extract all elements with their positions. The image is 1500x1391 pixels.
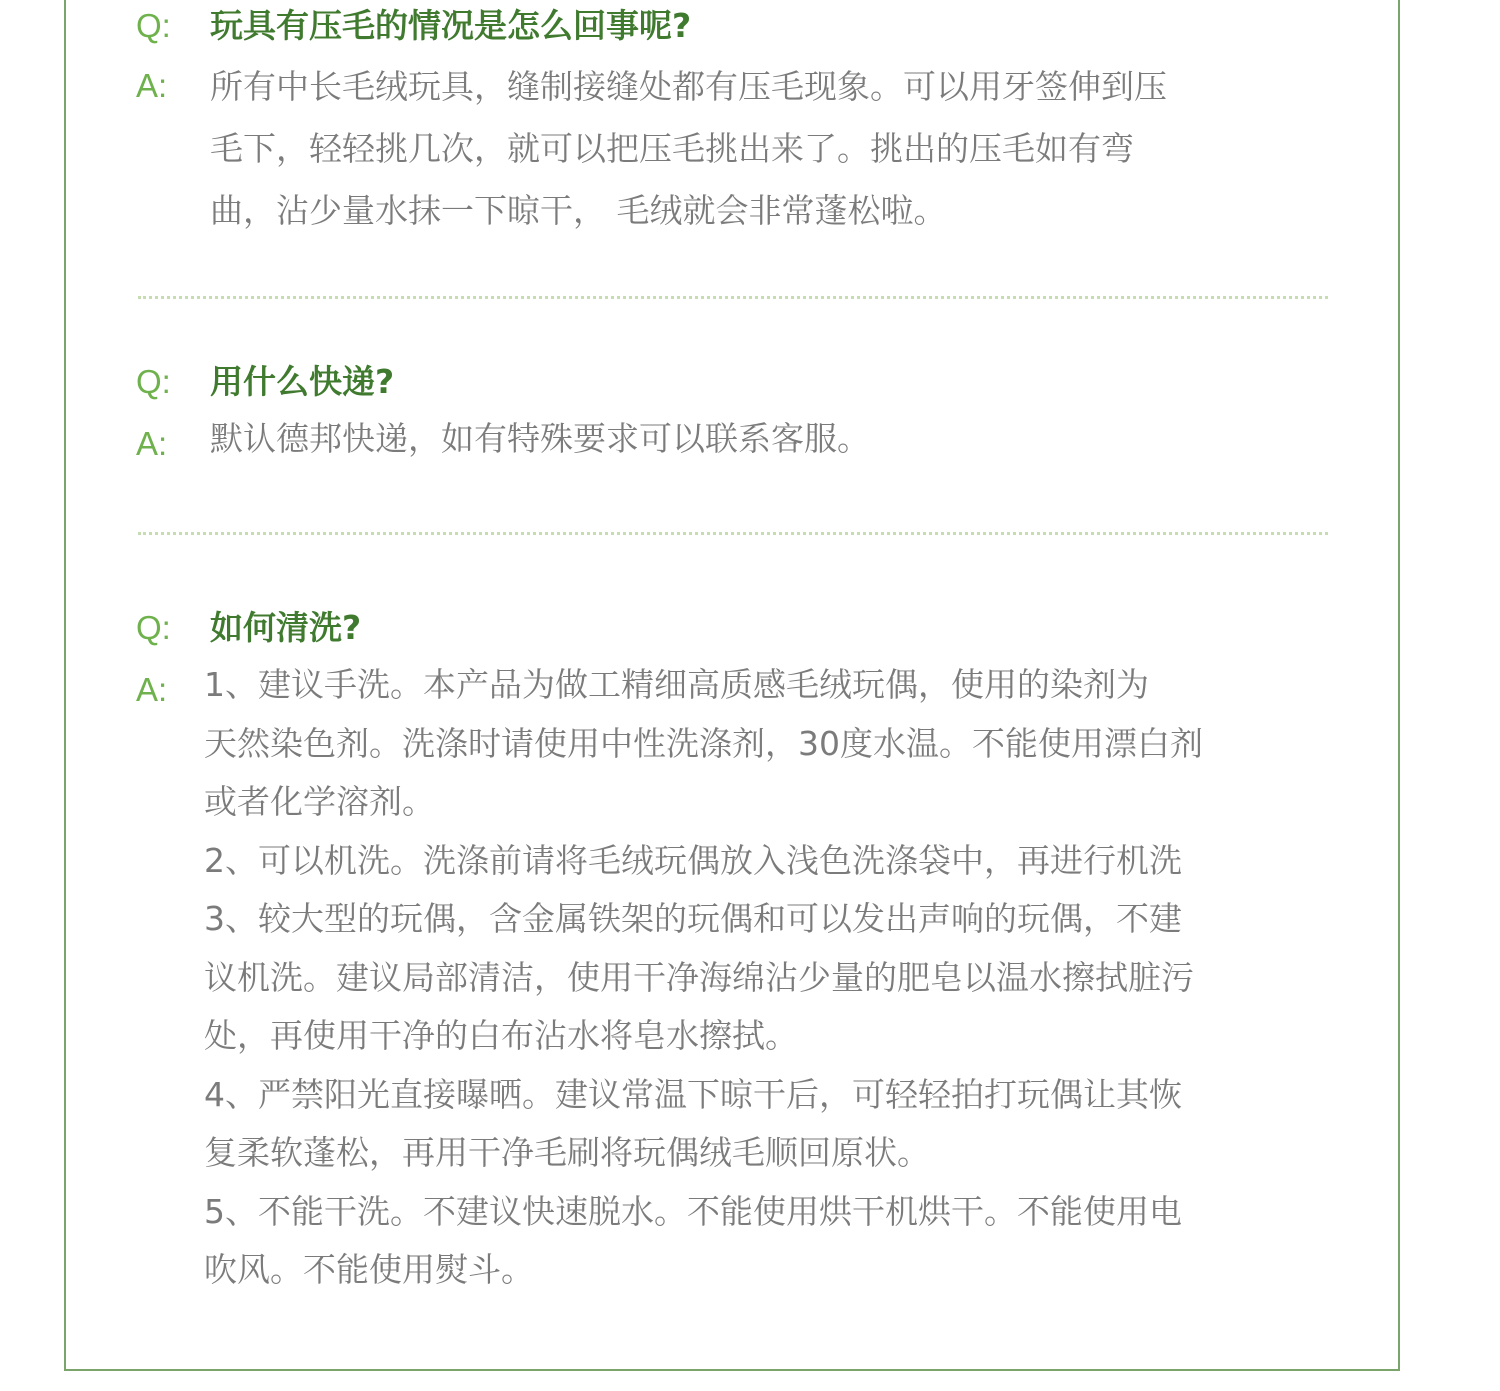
answer-marker: A:: [136, 425, 168, 462]
answer-text: [210, 56, 1340, 242]
answer-line: 吹风。不能使用熨斗。: [204, 1250, 534, 1289]
answer-line: 议机洗。建议局部清洁，使用干净海绵沾少量的肥皂以温水擦拭脏污: [204, 957, 1194, 997]
answer-marker: A:: [136, 671, 168, 708]
answer-text: [204, 656, 1374, 1300]
answer-line: 处，再使用干净的白布沾水将皂水擦拭。: [204, 1016, 798, 1055]
section-divider: [138, 296, 1328, 299]
faq-panel: [64, 0, 1400, 1371]
answer-line: 默认德邦快递，如有特殊要求可以联系客服。: [210, 419, 870, 458]
question-marker: Q:: [136, 363, 171, 400]
answer-line: 2、可以机洗。洗涤前请将毛绒玩偶放入浅色洗涤袋中，再进行机洗: [204, 840, 1182, 880]
answer-line: 天然染色剂。洗涤时请使用中性洗涤剂，30度水温。不能使用漂白剂: [204, 723, 1203, 763]
answer-line: 5、不能干洗。不建议快速脱水。不能使用烘干机烘干。不能使用电: [204, 1191, 1182, 1231]
answer-line: 所有中长毛绒玩具，缝制接缝处都有压毛现象。可以用牙签伸到压: [210, 67, 1167, 106]
question-marker: Q:: [136, 609, 171, 646]
question-text: 用什么快递?: [210, 362, 395, 401]
answer-line: 1、建议手洗。本产品为做工精细高质感毛绒玩偶，使用的染剂为: [204, 665, 1149, 704]
question-text: 玩具有压毛的情况是怎么回事呢?: [210, 6, 692, 45]
answer-line: 4、严禁阳光直接曝晒。建议常温下晾干后，可轻轻拍打玩偶让其恢: [204, 1074, 1182, 1114]
question-marker: Q:: [136, 7, 171, 44]
answer-line: 3、较大型的玩偶，含金属铁架的玩偶和可以发出声响的玩偶，不建: [204, 899, 1182, 938]
answer-text: [210, 408, 1340, 470]
answer-line: 或者化学溶剂。: [204, 782, 435, 821]
section-divider: [138, 532, 1328, 535]
answer-line: 曲，沾少量水抹一下晾干， 毛绒就会非常蓬松啦。: [210, 191, 947, 230]
question-text: 如何清洗?: [210, 608, 362, 647]
answer-marker: A:: [136, 67, 168, 104]
answer-line: 毛下，轻轻挑几次，就可以把压毛挑出来了。挑出的压毛如有弯: [210, 129, 1134, 168]
answer-line: 复柔软蓬松，再用干净毛刷将玩偶绒毛顺回原状。: [204, 1133, 930, 1172]
